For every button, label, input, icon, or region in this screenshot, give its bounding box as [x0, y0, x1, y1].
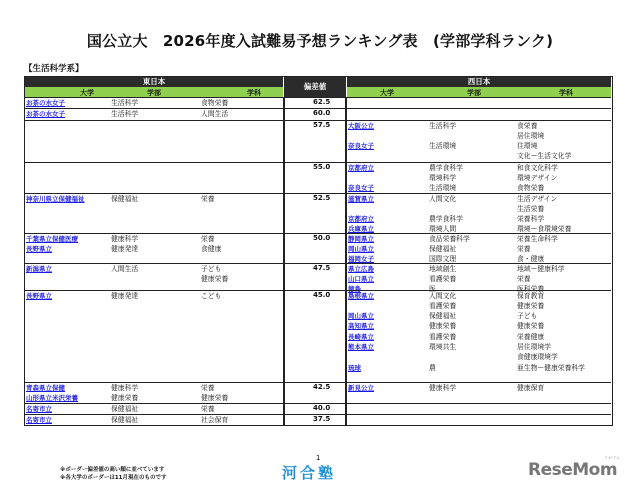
- west-department: 生活栄養: [517, 204, 545, 213]
- east-faculty: 健康栄養: [111, 393, 139, 402]
- west-faculty: 地域創生: [429, 264, 457, 273]
- west-university-link[interactable]: 徳島: [348, 285, 361, 294]
- west-university-link[interactable]: 奈良女子: [348, 184, 374, 193]
- west-faculty: 環境共生: [429, 343, 457, 351]
- east-faculty: 生活科学: [111, 109, 139, 118]
- page-title: 国公立大 2026年度入試難易予想ランキング表 (学部学科ランク): [86, 32, 554, 50]
- west-department: 和食文化科学: [517, 163, 558, 172]
- west-faculty: 環境科学: [429, 173, 457, 182]
- east-col-university: 大学: [80, 89, 94, 97]
- east-faculty: 生活科学: [111, 98, 139, 107]
- west-department: 保育教育: [517, 291, 545, 300]
- east-faculty: 保健福祉: [111, 415, 139, 424]
- west-university-link[interactable]: 県立広島: [348, 264, 374, 273]
- east-department: 人間生活: [201, 109, 229, 118]
- west-faculty: 食品栄養科学: [429, 234, 470, 243]
- west-university-link[interactable]: 琉球: [348, 363, 361, 372]
- west-department: 栄養: [517, 274, 531, 283]
- west-department: 文化ー生活文化学: [517, 152, 572, 161]
- west-department: 医科栄養: [517, 285, 545, 294]
- west-university-link[interactable]: 大阪公立: [348, 121, 374, 130]
- west-university-link[interactable]: 滋賀県立: [348, 194, 374, 203]
- table-row: [25, 193, 611, 233]
- west-faculty: 保健福祉: [429, 312, 457, 321]
- west-university-link[interactable]: 熊本県立: [348, 343, 374, 351]
- west-faculty: 健康栄養: [429, 322, 457, 331]
- west-department: 食健康環境学: [517, 353, 558, 362]
- east-department: 栄養: [201, 234, 215, 243]
- footnotes: [60, 466, 167, 482]
- east-university-link[interactable]: お茶の水女子: [26, 109, 65, 118]
- west-col-university: 大学: [380, 89, 394, 97]
- table-row: [25, 382, 611, 403]
- west-department: 健康栄養: [517, 322, 545, 331]
- west-department: 栄養健康: [517, 332, 545, 341]
- score-value: 50.0: [313, 234, 331, 242]
- table-row: [25, 414, 611, 425]
- east-university-link[interactable]: 千葉県立保健医療: [26, 234, 78, 243]
- west-faculty: 看護栄養: [429, 274, 457, 283]
- west-faculty: 保健福祉: [429, 244, 457, 253]
- west-faculty: 農学食科学: [429, 215, 463, 224]
- table-row: [25, 162, 611, 193]
- west-university-link[interactable]: 静岡県立: [348, 234, 374, 243]
- score-value: 45.0: [313, 291, 331, 299]
- west-department: 居住環境学: [517, 343, 551, 351]
- west-university-link[interactable]: 山口県立: [348, 274, 374, 283]
- west-university-link[interactable]: 奈良女子: [348, 142, 374, 151]
- score-value: 60.0: [313, 109, 331, 117]
- east-department: 健康栄養: [201, 274, 229, 283]
- west-faculty: 国際文理: [429, 255, 457, 264]
- col-divider-left: [283, 97, 285, 425]
- east-faculty: 人間生活: [111, 264, 139, 273]
- east-university-link[interactable]: 長野県立: [26, 244, 52, 253]
- west-faculty: 看護栄養: [429, 332, 457, 341]
- west-university-link[interactable]: 京都府立: [348, 215, 374, 224]
- footnote-1: ※ボーダー偏差値の高い順に並べています: [60, 467, 165, 473]
- east-faculty: 健康科学: [111, 234, 139, 243]
- west-faculty: 人間文化: [429, 291, 457, 300]
- east-department: 栄養: [201, 404, 215, 413]
- west-faculty: 環境人間: [429, 225, 457, 234]
- east-department: 食健康: [201, 244, 222, 253]
- west-faculty: 生活科学: [429, 121, 457, 130]
- east-university-link[interactable]: 名寄市立: [26, 415, 52, 424]
- west-department: 住環境: [517, 142, 538, 151]
- west-department: 環境ー食環境栄養: [517, 225, 572, 234]
- west-department: 食物栄養: [517, 184, 545, 193]
- east-university-link[interactable]: 名寄市立: [26, 404, 52, 413]
- table-row: [25, 263, 611, 294]
- table-row: [25, 290, 611, 382]
- west-department: 健康栄養: [517, 301, 545, 310]
- west-department: 居住環境: [517, 131, 545, 140]
- west-faculty: 農: [429, 363, 436, 372]
- east-faculty: 保健福祉: [111, 404, 139, 413]
- east-university-link[interactable]: 青森県立保健: [26, 383, 65, 392]
- east-university-link[interactable]: 長野県立: [26, 291, 52, 300]
- east-faculty: 保健福祉: [111, 194, 139, 203]
- west-department: 子ども: [517, 312, 538, 321]
- table-row: [25, 108, 611, 120]
- east-department: こども: [201, 291, 222, 300]
- kawaijuku-logo: 河合塾: [282, 464, 337, 482]
- score-value: 42.5: [313, 383, 331, 391]
- west-department: 亜生物ー健康栄養科学: [517, 363, 585, 372]
- east-department: 食物栄養: [201, 98, 229, 107]
- east-department: 社会保育: [201, 415, 229, 424]
- score-value: 37.5: [313, 415, 331, 423]
- west-faculty: 医: [429, 285, 436, 294]
- west-university-link[interactable]: 兵庫県立: [348, 225, 374, 234]
- west-faculty: 看護栄養: [429, 301, 457, 310]
- west-university-link[interactable]: 京都府立: [348, 163, 374, 172]
- west-department: 食・健康: [517, 255, 545, 264]
- west-col-faculty: 学部: [467, 89, 481, 97]
- west-faculty: 人間文化: [429, 194, 457, 203]
- east-department: 健康栄養: [201, 393, 229, 402]
- west-department: 栄養: [517, 244, 531, 253]
- west-subheader: [347, 87, 611, 97]
- east-department: 子ども: [201, 264, 222, 273]
- east-faculty: 健康科学: [111, 383, 139, 392]
- east-university-link[interactable]: お茶の水女子: [26, 98, 65, 107]
- west-faculty: 生活環境: [429, 142, 457, 151]
- west-col-department: 学科: [559, 89, 573, 97]
- east-header: 東日本: [25, 77, 283, 87]
- east-department: 栄養: [201, 194, 215, 203]
- east-col-department: 学科: [247, 89, 261, 97]
- west-header: 西日本: [347, 77, 611, 87]
- west-department: 栄養科学: [517, 215, 545, 224]
- west-faculty: 健康科学: [429, 383, 457, 392]
- west-university-link[interactable]: 新見公立: [348, 383, 374, 392]
- east-university-link[interactable]: 神奈川県立保健福祉: [26, 194, 85, 203]
- score-value: 62.5: [313, 98, 331, 106]
- score-value: 52.5: [313, 194, 331, 202]
- east-department: 栄養: [201, 383, 215, 392]
- page-number: 1: [316, 454, 321, 462]
- table-row: [25, 120, 611, 162]
- west-department: 栄養生命科学: [517, 234, 558, 243]
- west-university-link[interactable]: 島根県立: [348, 291, 374, 300]
- west-department: 生活デザイン: [517, 194, 558, 203]
- west-university-link[interactable]: 岡山県立: [348, 312, 374, 321]
- table-row: [25, 97, 611, 108]
- west-university-link[interactable]: 岡山県立: [348, 244, 374, 253]
- score-header: 偏差値: [284, 77, 346, 97]
- east-subheader: [25, 87, 283, 97]
- footnote-2: ※各大学のボーダーは11月現在のものです: [60, 475, 167, 481]
- score-value: 47.5: [313, 264, 331, 272]
- score-value: 57.5: [313, 121, 331, 129]
- west-department: 健康保育: [517, 383, 545, 392]
- west-faculty: 生活環境: [429, 184, 457, 193]
- east-faculty: 健康発達: [111, 244, 139, 253]
- east-university-link[interactable]: 新潟県立: [26, 264, 52, 273]
- west-faculty: 農学食科学: [429, 163, 463, 172]
- west-department: 食栄養: [517, 121, 538, 130]
- west-department: 環境デザイン: [517, 173, 558, 182]
- resemom-logo: ReseMom: [528, 460, 618, 480]
- ranking-table: [24, 76, 613, 426]
- score-value: 40.0: [313, 404, 331, 412]
- resemom-logo-sub: リセマム: [604, 455, 620, 460]
- section-label: 【生活科学系】: [24, 64, 84, 74]
- score-value: 55.0: [313, 163, 331, 171]
- table-row: [25, 403, 611, 414]
- east-faculty: 健康発達: [111, 291, 139, 300]
- west-university-link[interactable]: 福岡女子: [348, 255, 374, 264]
- west-university-link[interactable]: 高知県立: [348, 322, 374, 331]
- table-row: [25, 233, 611, 263]
- west-university-link[interactable]: 長崎県立: [348, 332, 374, 341]
- col-divider-right: [345, 97, 347, 425]
- west-department: 地域ー健康科学: [517, 264, 565, 273]
- east-col-faculty: 学部: [147, 89, 161, 97]
- east-university-link[interactable]: 山形県立米沢栄養: [26, 393, 78, 402]
